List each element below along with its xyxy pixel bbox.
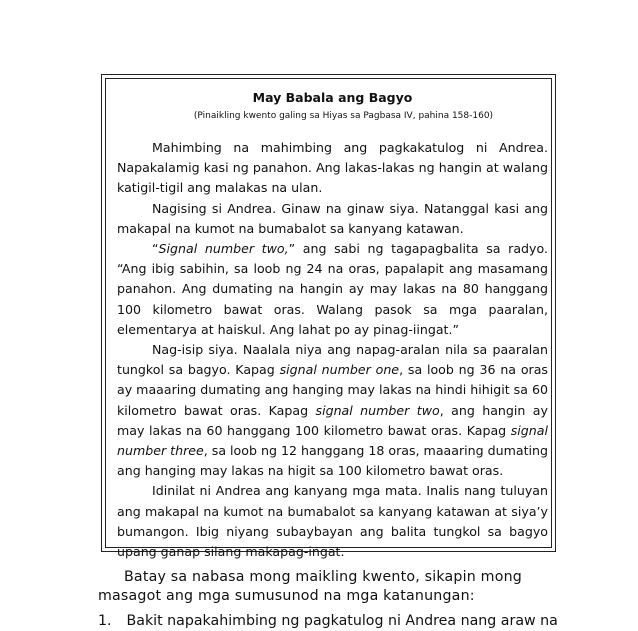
question-text: Bakit napakahimbing ng pagkatulog ni Andrea nang araw na (126, 613, 558, 629)
paragraph-text: Nagising si Andrea. Ginaw na ginaw siya. Natanggal kasi ang makapal na kumot na bumabalot sa kanyang katawan. (117, 200, 548, 236)
story-box (101, 74, 556, 560)
paragraph-text: Idinilat ni Andrea ang kanyang mga mata. Inalis nang tuluyan ang makapal na kumot na bumabalot sa kanyang katawan at siya’y bumangon. Ibig niyang subaybayan ang balita tungkol sa bagyo upang ganap silang makapag-ingat. (117, 483, 548, 560)
italic-phrase: signal number one (279, 362, 400, 378)
instruction-text: Batay sa nabasa mong maikling kwento, sikapin mong masagot ang mga sumusunod na mga katanungan: (98, 569, 522, 604)
story-box-inner-border (105, 78, 552, 560)
story-source: (Pinaikling kwento galing sa Hiyas sa Pagbasa IV, pahina 158-160) (193, 111, 494, 121)
story-content (117, 87, 548, 562)
italic-phrase: signal number three (117, 422, 548, 459)
paragraph-text: ” ang sabi ng tagapagbalita sa radyo. “Ang ibig sabihin, sa loob ng 24 na oras, papalapit ang masamang panahon. Ang dumating na hangin ay may lakas na 80 hanggang 100 kilometro bawat oras. Walang pasok sa mga paaralan, elementarya at haiskul. Ang lahat po ay pinag-iingat.” (117, 241, 548, 337)
paragraph-text: “ (152, 241, 159, 257)
paragraph-text: Mahimbing na mahimbing ang pagkakatulog ni Andrea. Napakalamig kasi ng panahon. Ang lakas-lakas ng hangin at walang katigil-tigil ang malakas na ulan. (117, 140, 548, 196)
story-paragraph (117, 340, 548, 481)
paragraph-text: Nag-isip siya. Naalala niya ang napag-aralan nila sa paaralan tungkol sa bagyo. Kapag (117, 342, 548, 378)
story-paragraph (117, 239, 548, 340)
story-paragraph (117, 199, 548, 239)
italic-phrase: Signal number two, (158, 241, 289, 257)
story-paragraph (117, 138, 548, 199)
story-title: May Babala ang Bagyo (252, 90, 413, 105)
italic-phrase: signal number two (315, 402, 440, 418)
story-paragraph (117, 481, 548, 562)
paragraph-text: , sa loob ng 36 na oras ay maaaring dumating ang hanging may lakas na hindi hihigit sa 60 kilometro bawat oras. Kapag (117, 362, 548, 418)
paragraph-text: , sa loob ng 12 hanggang 18 oras, maaaring dumating ang hanging may lakas na higit sa 100 kilometro bawat oras. (117, 443, 549, 479)
story-paragraphs (117, 138, 548, 562)
question-number: 1. (98, 613, 112, 629)
paragraph-text: , ang hangin ay may lakas na 60 hanggang 100 kilometro bawat oras. Kapag (117, 402, 548, 438)
question-item (98, 612, 638, 631)
